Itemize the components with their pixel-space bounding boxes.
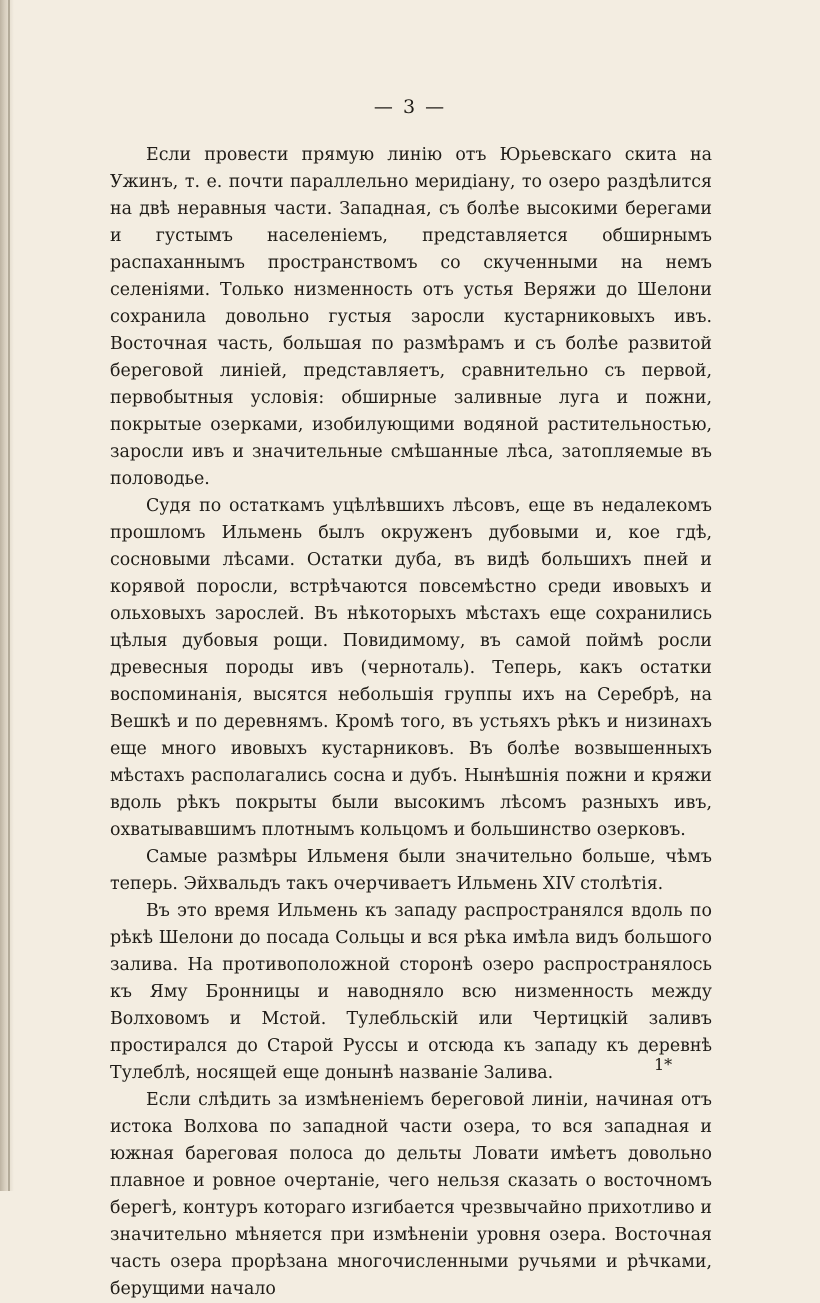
page-edge-shadow [0, 0, 14, 1191]
paragraph-5: Если слѣдить за измѣненіемъ береговой линіи, начиная отъ истока Волхова по западной части озера, то вся западная и южная бареговая полоса до дельты Ловати имѣетъ довольно плавное и ровное очертаніе, чего нельзя сказать о восточномъ берегѣ, контуръ котораго изгибается чрезвычайно прихотливо и значительно мѣняется при измѣненіи уровня озера. Восточная часть озера прорѣзана многочисленными ручьями и рѣчками, берущими начало [110, 1090, 712, 1299]
paragraph-1: Если провести прямую линію отъ Юрьевскаго скита на Ужинъ, т. е. почти параллельно меридіану, то озеро раздѣлится на двѣ неравныя части. Западная, съ болѣе высокими берегами и густымъ населеніемъ, представляется обширнымъ распаханнымъ пространствомъ со скученными на немъ селеніями. Только низменность отъ устья Веряжи до Шелони сохранила довольно густыя заросли кустарниковыхъ ивъ. Восточная часть, большая по размѣрамъ и съ болѣе развитой береговой линіей, представляетъ, сравнительно съ первой, первобытныя условія: обширные заливные луга и пожни, покрытые озерками, изобилующими водяной растительностью, заросли ивъ и значительные смѣшанные лѣса, затопляемые въ половодье. [110, 145, 712, 489]
page-number-header: — 3 — [373, 96, 447, 118]
paragraph-3: Самые размѣры Ильменя были значительно больше, чѣмъ теперь. Эйхвальдъ такъ очерчиваетъ Ильмень XIV столѣтія. [110, 847, 712, 894]
body-text [110, 142, 712, 1303]
paragraph-4: Въ это время Ильмень къ западу распространялся вдоль по рѣкѣ Шелони до посада Сольцы и вся рѣка имѣла видъ большого залива. На противоположной сторонѣ озеро распространялось къ Яму Бронницы и наводняло всю низменность между Волховомъ и Мстой. Тулебльскій или Чертицкій заливъ простирался до Старой Руссы и отсюда къ западу къ деревнѣ Тулеблѣ, носящей еще донынѣ названіе Залива. [110, 901, 712, 1083]
page-binding-line [8, 0, 10, 1191]
signature-mark: 1* [654, 1055, 673, 1074]
paragraph-2: Судя по остаткамъ уцѣлѣвшихъ лѣсовъ, еще въ недалекомъ прошломъ Ильмень былъ окруженъ дубовыми и, кое гдѣ, сосновыми лѣсами. Остатки дуба, въ видѣ большихъ пней и корявой поросли, встрѣчаются повсемѣстно среди ивовыхъ и ольховыхъ зарослей. Въ нѣкоторыхъ мѣстахъ еще сохранились цѣлыя дубовыя рощи. Повидимому, въ самой поймѣ росли древесныя породы ивъ (черноталь). Теперь, какъ остатки воспоминанія, высятся небольшія группы ихъ на Серебрѣ, на Вешкѣ и по деревнямъ. Кромѣ того, въ устьяхъ рѣкъ и низинахъ еще много ивовыхъ кустарниковъ. Въ болѣе возвышенныхъ мѣстахъ располагались сосна и дубъ. Нынѣшнія пожни и кряжи вдоль рѣкъ покрыты были высокимъ лѣсомъ разныхъ ивъ, охватывавшимъ плотнымъ кольцомъ и большинство озерковъ. [110, 496, 712, 840]
